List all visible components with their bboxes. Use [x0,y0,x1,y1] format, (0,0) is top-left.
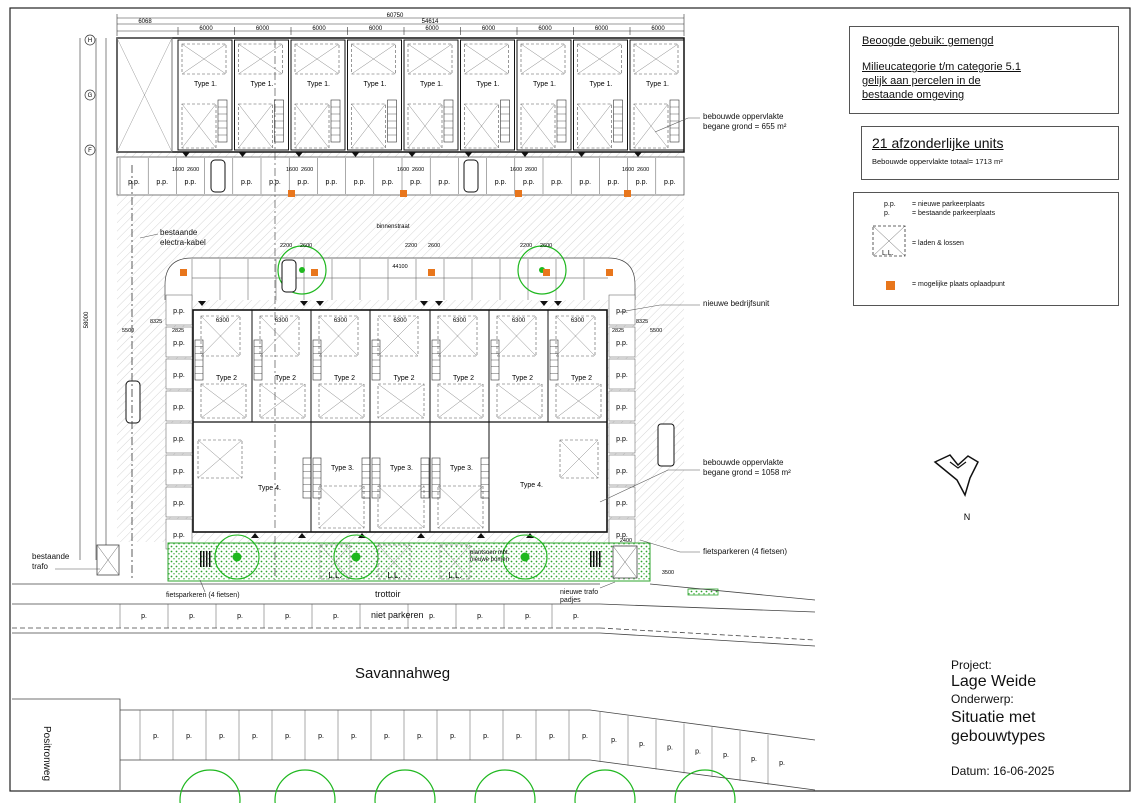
grid-h: H [87,38,93,44]
trafo-line-1: bestaande [32,552,70,561]
lower-building-outline [193,310,607,532]
subject-line-1: Situatie met [951,709,1036,726]
bike-rack [209,551,211,567]
parking-label: p. [285,613,291,620]
use-title: Beoogde gebuik: gemengd [862,35,994,47]
parking-label: p. [429,613,435,620]
dim-2200: 2200 [520,243,533,249]
parking-label: p. [549,733,555,740]
parking-label: p.p. [173,372,185,379]
type2-label: Type 2 [215,375,238,382]
top-parking-row [117,157,684,195]
env-line-1: Milieucategorie t/m categorie 5.1 [862,61,1021,73]
tree-trunk [521,553,530,562]
parking-label: p. [318,733,324,740]
bike-left-label: fietsparkeren (4 fietsen) [166,592,240,599]
dim-2400: 2400 [619,538,633,544]
dim-6300: 6300 [570,318,585,324]
top-building-outline [117,38,684,152]
parking-label: p.p. [381,179,394,186]
parking-label: p.p. [156,179,169,186]
parking-label: p.p. [616,436,628,443]
plants-line-1: plantsoen mbt. [470,550,510,556]
type1-label: Type 1. [194,81,217,88]
dim-2600: 2600 [300,243,313,249]
dim-unit: 6000 [538,26,552,32]
type1-label: Type 1. [363,81,387,88]
dim-2600: 2600 [412,167,425,173]
parking-label: p. [667,744,673,752]
dim-8325: 8325 [150,319,163,325]
parking-label: p.p. [353,179,366,186]
side-street-name: Positronweg [41,726,52,782]
charging-point-icon [624,190,631,197]
charging-point-icon [288,190,295,197]
parking-label: p.p. [616,372,628,379]
type1-label: Type 1. [589,81,613,88]
type1-label: Type 1. [307,81,330,88]
dim-5500: 5500 [650,328,663,334]
drawing-date: Datum: 16-06-2025 [951,764,1055,778]
type4-label: Type 4. [258,485,281,492]
dim-2600: 2600 [187,167,200,173]
parking-label: p.p. [663,179,676,186]
north-label: N [963,512,971,522]
bike-rack [599,551,601,567]
dim-3500: 3500 [661,570,675,576]
loading-label: L.L. [448,571,462,580]
dim-2200: 2200 [280,243,293,249]
new-unit-label: nieuwe bedrijfsunit [703,299,770,308]
parking-label: p.p. [173,500,185,507]
loading-label: L.L. [328,571,342,580]
area-bottom-line-1: bebouwde oppervlakte [703,458,784,467]
parking-label: p.p. [269,179,281,186]
new-trafo-line-1: nieuwe trafo [560,589,599,596]
type4-label: Type 4. [520,482,543,489]
legend-code-pp: p.p. [884,201,896,208]
dim-6300: 6300 [274,318,289,324]
charging-point-icon [428,269,435,276]
legend-box [853,192,1119,306]
parking-label: p. [252,733,258,740]
dim-1600: 1600 [510,167,523,173]
bike-rack [593,551,595,567]
no-parking-label: niet parkeren [371,610,424,620]
parking-label: p. [639,740,645,748]
bike-rack [590,551,592,567]
units-info-box [861,126,1119,180]
type1-label: Type 1. [476,81,500,88]
units-area: Bebouwde oppervlakte totaal= 1713 m² [872,157,1003,166]
type2-label: Type 2 [570,375,593,382]
bike-rack [200,551,202,567]
env-line-3: bestaande omgeving [862,89,965,101]
parking-label: p.p. [551,179,563,186]
type1-label: Type 1. [533,81,556,88]
green-strip [168,543,650,581]
dim-1600: 1600 [172,167,185,173]
area-top-line-1: bebouwde oppervlakte [703,112,784,121]
road-parking-spots [120,604,785,785]
parking-label: p.p. [184,179,197,186]
dim-1600: 1600 [622,167,635,173]
dim-unit: 6000 [594,26,609,32]
parking-label: p.p. [128,179,140,186]
grid-f: F [88,148,92,154]
bike-rack [203,551,205,567]
parking-label: p. [477,613,483,620]
dimension-left [80,38,106,560]
parking-label: p.p. [173,468,185,475]
parking-label: p. [384,733,390,740]
dim-unit: 6000 [255,26,270,32]
type1-row [178,40,684,157]
type2-label: Type 2 [393,375,415,382]
tree-trunk [352,553,361,562]
project-label: Project: [951,658,992,672]
parking-label: p.p. [616,340,628,347]
dim-total: 60750 [386,13,404,19]
dim-2600: 2600 [540,243,553,249]
street-trees [180,770,735,803]
parking-label: p.p. [522,179,535,186]
charging-point-icon [515,190,522,197]
bike-right-label: fietsparkeren (4 fietsen) [703,547,788,556]
parking-label: p.p. [297,179,310,186]
dim-unit: 6000 [199,26,213,32]
parking-label: p.p. [438,179,451,186]
legend-text-p: = bestaande parkeerplaats [912,210,996,217]
parking-label: p.p. [607,179,620,186]
dim-2825: 2825 [612,328,625,334]
parking-label: p. [611,737,617,744]
dim-6300: 6300 [393,318,407,324]
parking-label: p.p. [616,468,628,475]
charging-point-icon [180,269,187,276]
parking-label: p.p. [173,340,185,347]
area-top-line-2: begane grond = 655 m² [703,122,787,131]
dim-6300: 6300 [333,318,348,324]
dim-2600: 2600 [637,167,650,173]
parking-label: p. [417,733,423,740]
dim-6300: 6300 [452,318,467,324]
dim-1600: 1600 [286,167,299,173]
type1-label: Type 1. [250,81,274,88]
parking-label: p.p. [579,179,592,186]
parking-label: p.p. [494,179,507,186]
legend-code-p: p. [884,210,890,217]
plants-line-2: nieuwe bomen [470,557,510,563]
dim-6300: 6300 [215,318,230,324]
loading-label: L.L. [387,571,401,580]
parking-label: p.p. [173,532,185,539]
parking-label: p.p. [410,179,422,186]
parking-label: p. [582,733,588,740]
parking-label: p. [186,733,192,740]
parking-label: p.p. [173,436,185,443]
parking-label: p.p. [325,179,338,186]
grid-g: G [87,93,93,99]
dim-2600: 2600 [525,167,538,173]
dim-left: 6068 [138,19,152,25]
charging-point-icon [543,269,550,276]
parking-label: p. [450,733,456,740]
tree-trunk [233,553,242,562]
legend-code-ll: L.L. [882,250,894,257]
legend-text-charge: = mogelijke plaats oplaadpunt [912,281,1005,288]
charging-point-icon [606,269,613,276]
dim-inner: 54614 [421,19,439,25]
type2-label: Type 2 [452,375,475,382]
parking-label: p. [516,733,522,740]
bike-rack [206,551,208,567]
dim-2600: 2600 [428,243,441,249]
dim-unit: 6000 [312,26,326,32]
trafo-line-2: trafo [32,562,49,571]
dim-6300: 6300 [511,318,526,324]
parking-label: p.p. [635,179,648,186]
legend-text-ll: = laden & lossen [912,240,964,247]
parking-label: p.p. [240,179,253,186]
charging-point-icon [311,269,318,276]
dim-2825: 2825 [172,328,185,334]
legend-text-pp: = nieuwe parkeerplaats [912,201,985,208]
parking-label: p. [525,613,531,620]
parking-label: p. [237,613,243,620]
parking-label: p. [779,759,785,767]
dim-44100: 44100 [392,264,408,270]
type3-label: Type 3. [450,465,473,472]
parking-label: p. [153,733,159,740]
project-name: Lage Weide [951,673,1037,690]
sidewalk-label: trottoir [375,589,401,599]
dim-2600: 2600 [301,167,314,173]
dim-5500: 5500 [122,328,135,334]
cable-line-2: electra-kabel [160,238,206,247]
parking-label: p. [351,733,357,740]
bike-rack [596,551,598,567]
parking-label: p.p. [173,404,185,411]
type1-label: Type 1. [420,81,443,88]
type2-label: Type 2 [274,375,297,382]
new-trafo-line-2: padjes [560,597,581,604]
parking-label: p. [189,613,195,620]
street-name: Savannahweg [355,665,451,682]
cable-line-1: bestaande [160,228,198,237]
subject-label: Onderwerp: [951,692,1014,706]
charging-point-icon [886,281,895,290]
subject-line-2: gebouwtypes [951,728,1046,745]
dim-unit: 6000 [425,26,439,32]
env-line-2: gelijk aan percelen in de [862,75,981,87]
type3-label: Type 3. [390,465,413,472]
tree-trunk [299,267,305,273]
type2-label: Type 2 [511,375,534,382]
parking-label: p. [751,756,757,763]
parking-label: p.p. [173,308,185,315]
dim-unit: 6000 [651,26,665,32]
north-arrow-icon [935,455,978,495]
dim-58000: 58000 [84,311,90,329]
type2-label: Type 2 [333,375,356,382]
parking-label: p.p. [616,500,628,507]
parking-label: p. [219,733,225,740]
type3-label: Type 3. [331,465,354,472]
dim-2200: 2200 [405,243,418,249]
inner-street-label: binnenstraat [376,224,410,230]
parking-label: p. [573,613,579,620]
parking-label: p. [695,748,701,756]
dim-8325: 8325 [636,319,649,325]
parking-label: p. [483,733,489,740]
charging-point-icon [400,190,407,197]
parking-label: p.p. [616,404,628,411]
use-info-box [849,26,1119,114]
dim-unit: 6000 [368,26,383,32]
parking-label: p. [723,752,729,760]
parking-label: p. [141,613,147,620]
unit-dimensions [178,26,665,35]
units-title: 21 afzonderlijke units [872,135,1004,151]
type1-label: Type 1. [646,81,669,88]
dim-unit: 6000 [481,26,496,32]
parking-label: p. [285,733,291,740]
parking-label: p. [333,613,339,620]
parking-label: p.p. [616,532,628,539]
dim-1600: 1600 [397,167,410,173]
parking-label: p.p. [616,308,628,315]
area-bottom-line-2: begane grond = 1058 m² [703,468,791,477]
